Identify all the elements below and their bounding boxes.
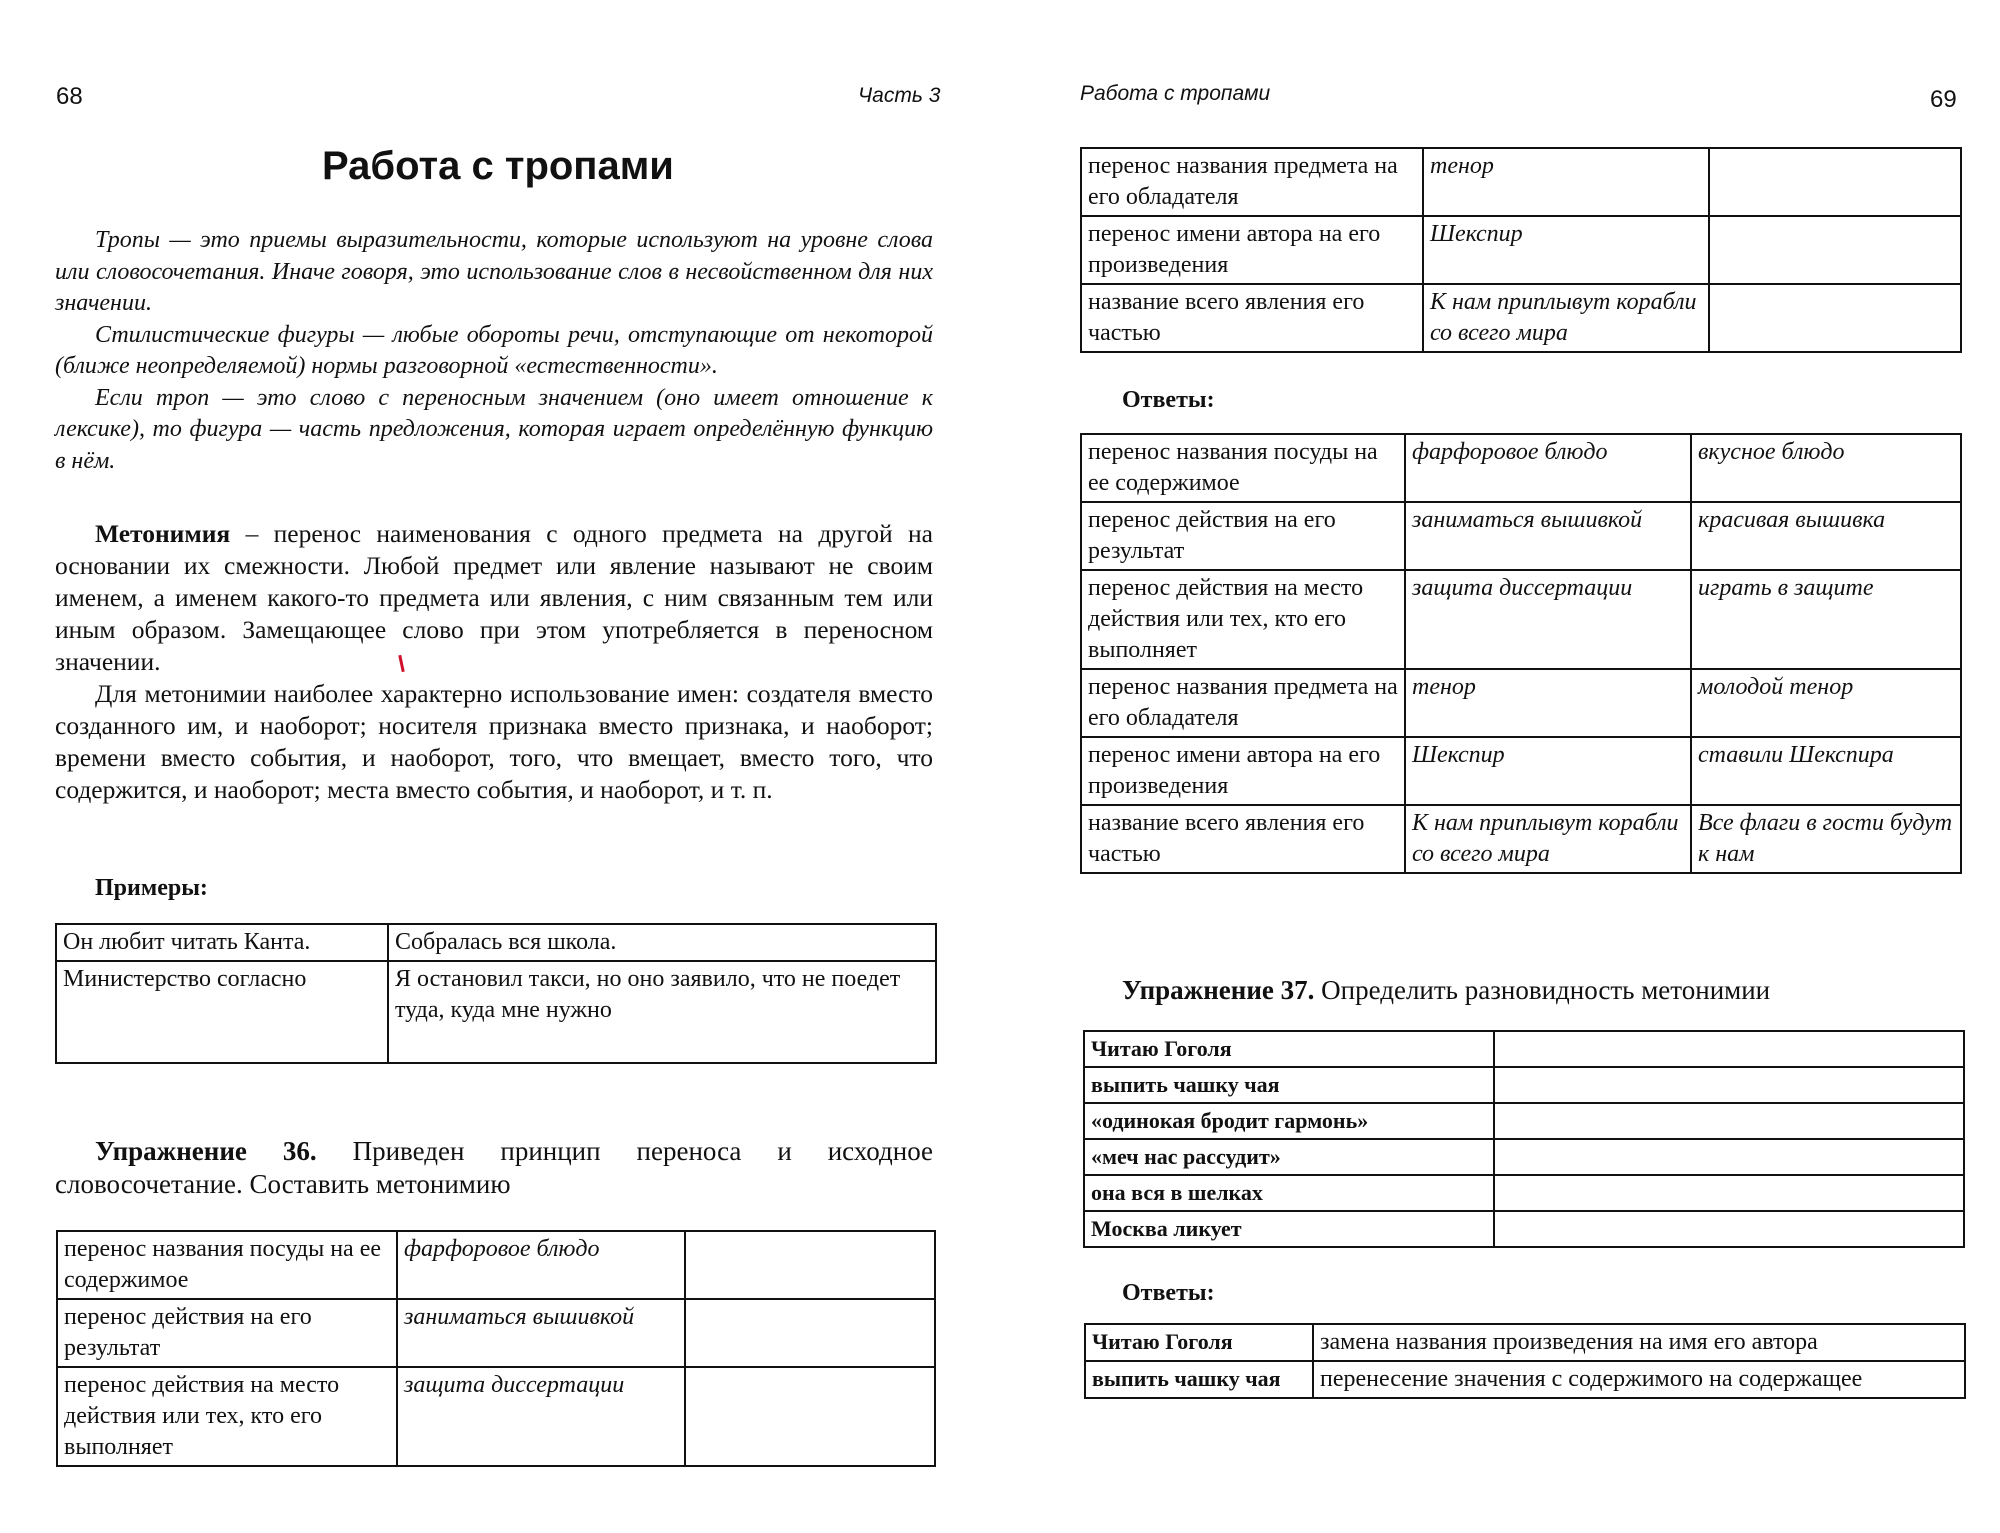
answer-blank[interactable]	[685, 1299, 935, 1367]
table-cell: перенос действия на его результат	[1081, 502, 1405, 570]
page-number: 69	[1930, 86, 1957, 113]
table-row	[1081, 434, 1961, 502]
answers-36-table	[1080, 433, 1962, 874]
table-cell: перенос названия предмета на его обладателя	[1081, 669, 1405, 737]
table-cell: красивая вышивка	[1691, 502, 1961, 570]
metonymy-block	[55, 518, 933, 806]
metonymy-uses: Для метонимии наиболее характерно использование имен: создателя вместо созданного им, и наоборот; носителя признака вместо признака, и наоборот; времени вместо события, и наоборот, того, что вмещает, вместо того, что содержится, и наоборот; места вместо события, и наоборот, и т. п.	[55, 679, 933, 804]
table-cell: вкусное блюдо	[1691, 434, 1961, 502]
answer-blank[interactable]	[1494, 1031, 1964, 1067]
answer-blank[interactable]	[685, 1367, 935, 1466]
table-cell: перенос действия на его результат	[57, 1299, 397, 1367]
examples-table	[55, 923, 937, 1064]
table-row	[1084, 1139, 1964, 1175]
page-title: Работа с тропами	[322, 144, 674, 188]
table-cell: молодой тенор	[1691, 669, 1961, 737]
table-cell: Шекспир	[1423, 216, 1709, 284]
table-cell: К нам приплывут корабли со всего мира	[1423, 284, 1709, 352]
exercise-36-label: Упражнение 36.	[95, 1136, 317, 1166]
table-cell: Он любит читать Канта.	[56, 924, 388, 961]
table-cell: перенос названия предмета на его обладателя	[1081, 148, 1423, 216]
exercise-37-text: Определить разновидность метонимии	[1314, 975, 1771, 1005]
exercise-37-label: Упражнение 37.	[1122, 975, 1315, 1005]
metonymy-definition-text: – перенос наименования с одного предмета на другой на основании их смежности. Любой предмет или явление называют не своим именем, а именем какого-то предмета или явления, с ним связанным тем или иным образом. Замещающее слово при этом употребляется в переносном значении.	[55, 519, 933, 676]
table-cell: Я остановил такси, но оно заявило, что не поедет туда, куда мне нужно	[388, 961, 936, 1063]
exercise-37	[1122, 974, 1962, 1007]
table-row	[1081, 570, 1961, 669]
examples-heading: Примеры:	[95, 875, 208, 901]
intro-paragraph: Тропы — это приемы выразительности, которые используют на уровне слова или словосочетания. Иначе говоря, это использование слов в несвойственном для них значении.	[55, 227, 933, 316]
table-cell: перенос названия посуды на ее содержимое	[1081, 434, 1405, 502]
table-cell: замена названия произведения на имя его автора	[1313, 1324, 1965, 1361]
table-cell: перенос имени автора на его произведения	[1081, 216, 1423, 284]
table-row	[57, 1231, 935, 1299]
table-cell: перенос имени автора на его произведения	[1081, 737, 1405, 805]
table-cell: Москва ликует	[1084, 1211, 1494, 1247]
table-row	[1081, 284, 1961, 352]
exercise-36-table	[56, 1230, 936, 1467]
exercise-37-table	[1083, 1030, 1965, 1248]
exercise-37-heading	[1122, 974, 1962, 1007]
intro-block	[55, 225, 933, 477]
answer-blank[interactable]	[1494, 1103, 1964, 1139]
answer-blank[interactable]	[685, 1231, 935, 1299]
table-row	[56, 924, 936, 961]
answer-blank[interactable]	[1709, 284, 1961, 352]
table-cell: перенесение значения с содержимого на содержащее	[1313, 1361, 1965, 1398]
table-row	[1084, 1067, 1964, 1103]
table-row	[1084, 1103, 1964, 1139]
metonymy-definition	[55, 518, 933, 678]
table-cell: она вся в шелках	[1084, 1175, 1494, 1211]
exercise-36-text: Приведен принцип переноса и исходное словосочетание. Составить метонимию	[55, 1136, 934, 1199]
table-row	[1081, 805, 1961, 873]
answer-blank[interactable]	[1709, 216, 1961, 284]
answer-blank[interactable]	[1494, 1175, 1964, 1211]
table-cell: «одинокая бродит гармонь»	[1084, 1103, 1494, 1139]
table-cell: Все флаги в гости будут к нам	[1691, 805, 1961, 873]
table-row	[1081, 502, 1961, 570]
table-row	[1081, 216, 1961, 284]
table-cell: заниматься вышивкой	[397, 1299, 685, 1367]
page-number: 68	[56, 83, 83, 110]
table-row	[57, 1367, 935, 1466]
table-row	[1081, 737, 1961, 805]
exercise-36-continued-table	[1080, 147, 1962, 353]
table-cell: К нам приплывут корабли со всего мира	[1405, 805, 1691, 873]
table-cell: Читаю Гоголя	[1085, 1324, 1313, 1361]
table-cell: заниматься вышивкой	[1405, 502, 1691, 570]
table-row	[1081, 669, 1961, 737]
answer-blank[interactable]	[1494, 1139, 1964, 1175]
table-cell: защита диссертации	[1405, 570, 1691, 669]
table-cell: тенор	[1423, 148, 1709, 216]
answer-blank[interactable]	[1709, 148, 1961, 216]
exercise-36-heading	[55, 1135, 933, 1201]
table-row	[1084, 1031, 1964, 1067]
table-cell: Министерство согласно	[56, 961, 388, 1063]
table-cell: название всего явления его частью	[1081, 284, 1423, 352]
table-row	[1085, 1361, 1965, 1398]
answer-blank[interactable]	[1494, 1211, 1964, 1247]
table-cell: тенор	[1405, 669, 1691, 737]
table-cell: «меч нас рассудит»	[1084, 1139, 1494, 1175]
table-cell: Шекспир	[1405, 737, 1691, 805]
metonymy-term: Метонимия	[95, 519, 231, 548]
table-cell: Читаю Гоголя	[1084, 1031, 1494, 1067]
table-row	[1081, 148, 1961, 216]
answers-37-table	[1084, 1323, 1966, 1399]
table-row	[1084, 1175, 1964, 1211]
table-cell: фарфоровое блюдо	[1405, 434, 1691, 502]
exercise-36	[55, 1135, 933, 1201]
table-cell: Собралась вся школа.	[388, 924, 936, 961]
table-cell: перенос действия на место действия или тех, кто его выполняет	[1081, 570, 1405, 669]
running-head: Часть 3	[858, 84, 941, 107]
table-cell: фарфоровое блюдо	[397, 1231, 685, 1299]
table-row	[57, 1299, 935, 1367]
right-page	[1000, 0, 2000, 1533]
intro-paragraph: Если троп — это слово с переносным значением (оно имеет отношение к лексике), то фигура — часть предложения, которая играет определённую функцию в нём.	[55, 384, 933, 474]
table-cell: защита диссертации	[397, 1367, 685, 1466]
table-cell: перенос названия посуды на ее содержимое	[57, 1231, 397, 1299]
table-cell: выпить чашку чая	[1084, 1067, 1494, 1103]
answer-blank[interactable]	[1494, 1067, 1964, 1103]
table-cell: название всего явления его частью	[1081, 805, 1405, 873]
running-head: Работа с тропами	[1080, 82, 1271, 105]
table-cell: перенос действия на место действия или тех, кто его выполняет	[57, 1367, 397, 1466]
table-cell: выпить чашку чая	[1085, 1361, 1313, 1398]
answers-heading: Ответы:	[1122, 387, 1215, 413]
answers-heading: Ответы:	[1122, 1280, 1215, 1306]
table-row	[56, 961, 936, 1063]
table-cell: ставили Шекспира	[1691, 737, 1961, 805]
table-row	[1084, 1211, 1964, 1247]
table-row	[1085, 1324, 1965, 1361]
intro-paragraph: Стилистические фигуры — любые обороты речи, отступающие от некоторой (ближе неопределяемой) нормы разговорной «естественности».	[55, 321, 933, 379]
table-cell: играть в защите	[1691, 570, 1961, 669]
